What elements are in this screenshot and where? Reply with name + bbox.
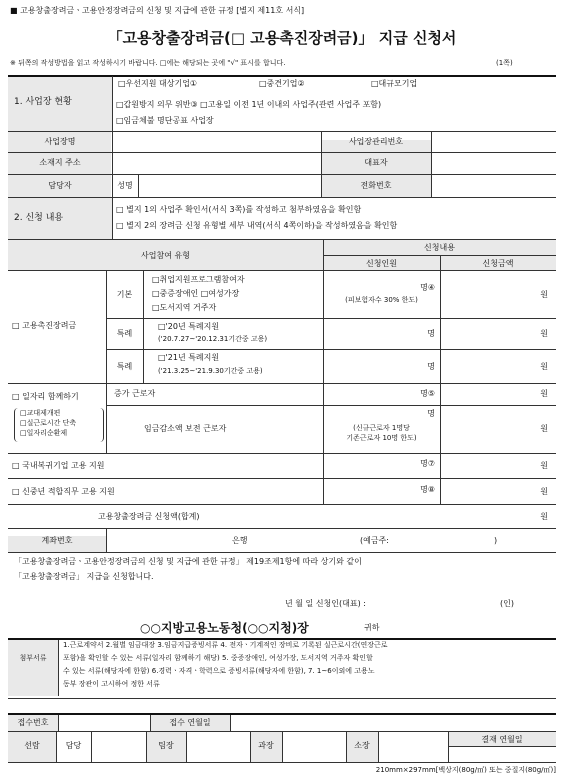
dismissal-violation-option[interactable]: □갑원방지 의무 위반③ □고용일 이전 1년 이내의 사업주(관련 사업주 포함) <box>116 100 382 109</box>
confirm-details-check[interactable]: □ 별지 2의 장려금 신청 유형별 세부 내역(서식 4쪽이하)을 작성하였음을 확인함 <box>116 221 398 230</box>
attachments-label: 첨부서류 <box>19 654 47 662</box>
job-program-option[interactable]: □취업지원프로그램참여자 <box>152 275 245 284</box>
form-reference: ■ 고용창출장려금ㆍ고용안정장려금의 신청 및 지급에 관한 규정 [별지 제11호 서식] <box>10 6 305 15</box>
page-title: 「고용창출장려금(□ 고용촉진장려금)」 지급 신청서 <box>107 29 457 47</box>
mid-size-option[interactable]: □중견기업② <box>259 79 305 88</box>
instructions-notice: ※ 뒤쪽의 작성방법을 읽고 작성하시기 바랍니다. □에는 해당되는 곳에 "√" 표시를 합니다. <box>10 59 286 67</box>
recipient-office: ○○지방고용노동청(○○지청)장 <box>140 621 309 635</box>
hours-reduction-option[interactable]: □실근로시간 단축 <box>20 419 77 427</box>
special-2021-persons[interactable]: 명 <box>427 362 435 371</box>
special-2020-amount[interactable]: 원 <box>540 329 548 338</box>
director-label: 소장 <box>354 741 370 750</box>
application-content-header: 신청내용 <box>424 243 455 252</box>
domestic-persons[interactable]: 명⑦ <box>420 459 435 468</box>
address-field[interactable] <box>113 153 320 173</box>
domestic-amount[interactable]: 원 <box>540 461 548 470</box>
inspector-label: 선람 <box>24 741 40 750</box>
mgmt-number-field[interactable] <box>432 132 555 151</box>
name-label: 성명 <box>117 181 133 190</box>
company-name-field[interactable] <box>113 132 320 151</box>
seal-mark: (인) <box>500 599 514 608</box>
receipt-date-field[interactable] <box>231 715 555 730</box>
manager-name-field[interactable] <box>139 175 320 196</box>
basic-amount[interactable]: 원 <box>540 290 548 299</box>
job-sharing-option[interactable]: □ 일자리 함께하기 <box>12 392 79 401</box>
team-leader-label: 팀장 <box>158 741 174 750</box>
wage-arrears-option[interactable]: □임금체불 명단공표 사업장 <box>116 116 214 125</box>
declaration-line-1: 「고용창출장려금ㆍ고용안정장려금의 신청 및 지급에 관한 규정」 제19조제1항에 따라 상기와 같이 <box>14 557 362 566</box>
attachment-line-3: 수 있는 서류(해당자에 한함) 6.경력ㆍ자격ㆍ학력으로 증빙서류(해당자에 한함), 7. 1~6이외에 고용노 <box>63 667 375 675</box>
basic-limit-note: (피보험자수 30% 한도) <box>345 296 418 304</box>
bank-label: 은행 <box>232 536 248 545</box>
basic-persons[interactable]: 명④ <box>420 283 435 292</box>
special-2021-option[interactable]: □'21년 특례지원 <box>158 353 220 362</box>
persons-header: 신청인원 <box>366 259 397 268</box>
section-chief-label: 과장 <box>258 741 274 750</box>
wage-loss-amount[interactable]: 원 <box>540 424 548 433</box>
account-holder-label: (예금주: <box>360 536 390 545</box>
disabled-female-head-option[interactable]: □중증장애인 □여성가장 <box>152 289 240 298</box>
total-amount[interactable]: 원 <box>540 512 548 521</box>
receipt-date-label: 접수 연월일 <box>169 718 211 727</box>
special-2020-option[interactable]: □'20년 특례지원 <box>158 322 220 331</box>
ceo-label: 대표자 <box>364 158 388 167</box>
job-rotation-option[interactable]: □일자리순환제 <box>20 429 68 437</box>
priority-support-option[interactable]: □우선지원 대상기업① <box>118 79 198 88</box>
wage-loss-worker-label: 임금감소액 보전 근로자 <box>144 424 227 433</box>
increase-amount[interactable]: 원 <box>540 389 548 398</box>
address-label: 소재지 주소 <box>39 158 81 167</box>
amount-header: 신청금액 <box>482 259 514 268</box>
island-resident-option[interactable]: □도서지역 거주자 <box>152 303 217 312</box>
manager-label: 담당자 <box>48 181 72 190</box>
special-2021-period: ('21.3.25~'21.9.30기간중 고용) <box>158 367 263 375</box>
date-signature-line[interactable]: 년 월 일 신청인(대표) : <box>285 599 366 608</box>
account-holder-close: ) <box>494 536 498 545</box>
approval-date-label: 결재 연월일 <box>481 735 523 744</box>
attachment-line-4: 동부 장관이 고시하여 정한 서류 <box>63 680 160 688</box>
increase-worker-label: 증가 근로자 <box>114 389 156 398</box>
confirm-employer-check[interactable]: □ 별지 1의 사업주 확인서(서식 3쪽)를 작성하고 첨부하였음을 확인함 <box>116 205 362 214</box>
participation-type-header: 사업참여 유형 <box>141 251 190 260</box>
domestic-return-option[interactable]: □ 국내복귀기업 고용 지원 <box>12 461 105 470</box>
middle-aged-option[interactable]: □ 신중년 적합직무 고용 지원 <box>12 487 115 496</box>
declaration-line-2: 「고용창출장려금」 지급을 신청합니다. <box>14 572 154 581</box>
existing-worker-limit-note: 기존근로자 10명 한도) <box>346 434 417 442</box>
special-label-2020: 특례 <box>116 329 133 338</box>
special-2020-persons[interactable]: 명 <box>427 329 435 338</box>
new-worker-limit-note: (신규근로자 1명당 <box>353 424 410 432</box>
company-name-label: 사업장명 <box>44 137 76 146</box>
recipient-honorific: 귀하 <box>364 623 380 632</box>
account-number-label: 계좌번호 <box>41 536 73 545</box>
special-2021-amount[interactable]: 원 <box>540 362 548 371</box>
business-status-label: 1. 사업장 현황 <box>14 97 72 107</box>
large-company-option[interactable]: □대규모기업 <box>371 79 418 88</box>
receipt-number-field[interactable] <box>59 715 149 730</box>
increase-persons[interactable]: 명⑤ <box>420 389 435 398</box>
total-amount-label: 고용창출장려금 신청액(합계) <box>98 512 200 521</box>
promotion-subsidy-option[interactable]: □ 고용촉진장려금 <box>12 321 77 330</box>
mgmt-number-label: 사업장관리번호 <box>348 137 404 146</box>
middle-aged-amount[interactable]: 원 <box>540 487 548 496</box>
paper-spec-footer: 210mm×297mm[백상지(80g/㎡) 또는 중질지(80g/㎡)] <box>375 766 556 774</box>
shift-reform-option[interactable]: □교대제개편 <box>20 409 61 417</box>
attachment-line-2: 포함)을 확인할 수 있는 서류(일자리 함께하기 해당) 5. 중증장애인, 여성가장, 도서지역 거주자 확인할 <box>63 654 373 662</box>
receipt-number-label: 접수번호 <box>17 718 49 727</box>
phone-label: 전화번호 <box>360 181 392 190</box>
attachment-line-1: 1.근로계약서 2.월별 임금대장 3.임금지급증빙서류 4. 전자ㆍ기계적인 장비로 기록된 실근로시간(연장근로 <box>63 641 388 649</box>
middle-aged-persons[interactable]: 명⑧ <box>420 485 435 494</box>
special-label-2021: 특례 <box>116 362 133 371</box>
application-content-label: 2. 신청 내용 <box>14 213 64 223</box>
ceo-field[interactable] <box>432 153 555 173</box>
phone-field[interactable] <box>432 175 555 196</box>
page-number: (1쪽) <box>496 59 513 67</box>
basic-label: 기본 <box>116 290 133 299</box>
staff-label: 담당 <box>65 741 82 750</box>
wage-loss-persons[interactable]: 명 <box>427 409 435 418</box>
special-2020-period: ('20.7.27~'20.12.31기간중 고용) <box>158 335 268 343</box>
